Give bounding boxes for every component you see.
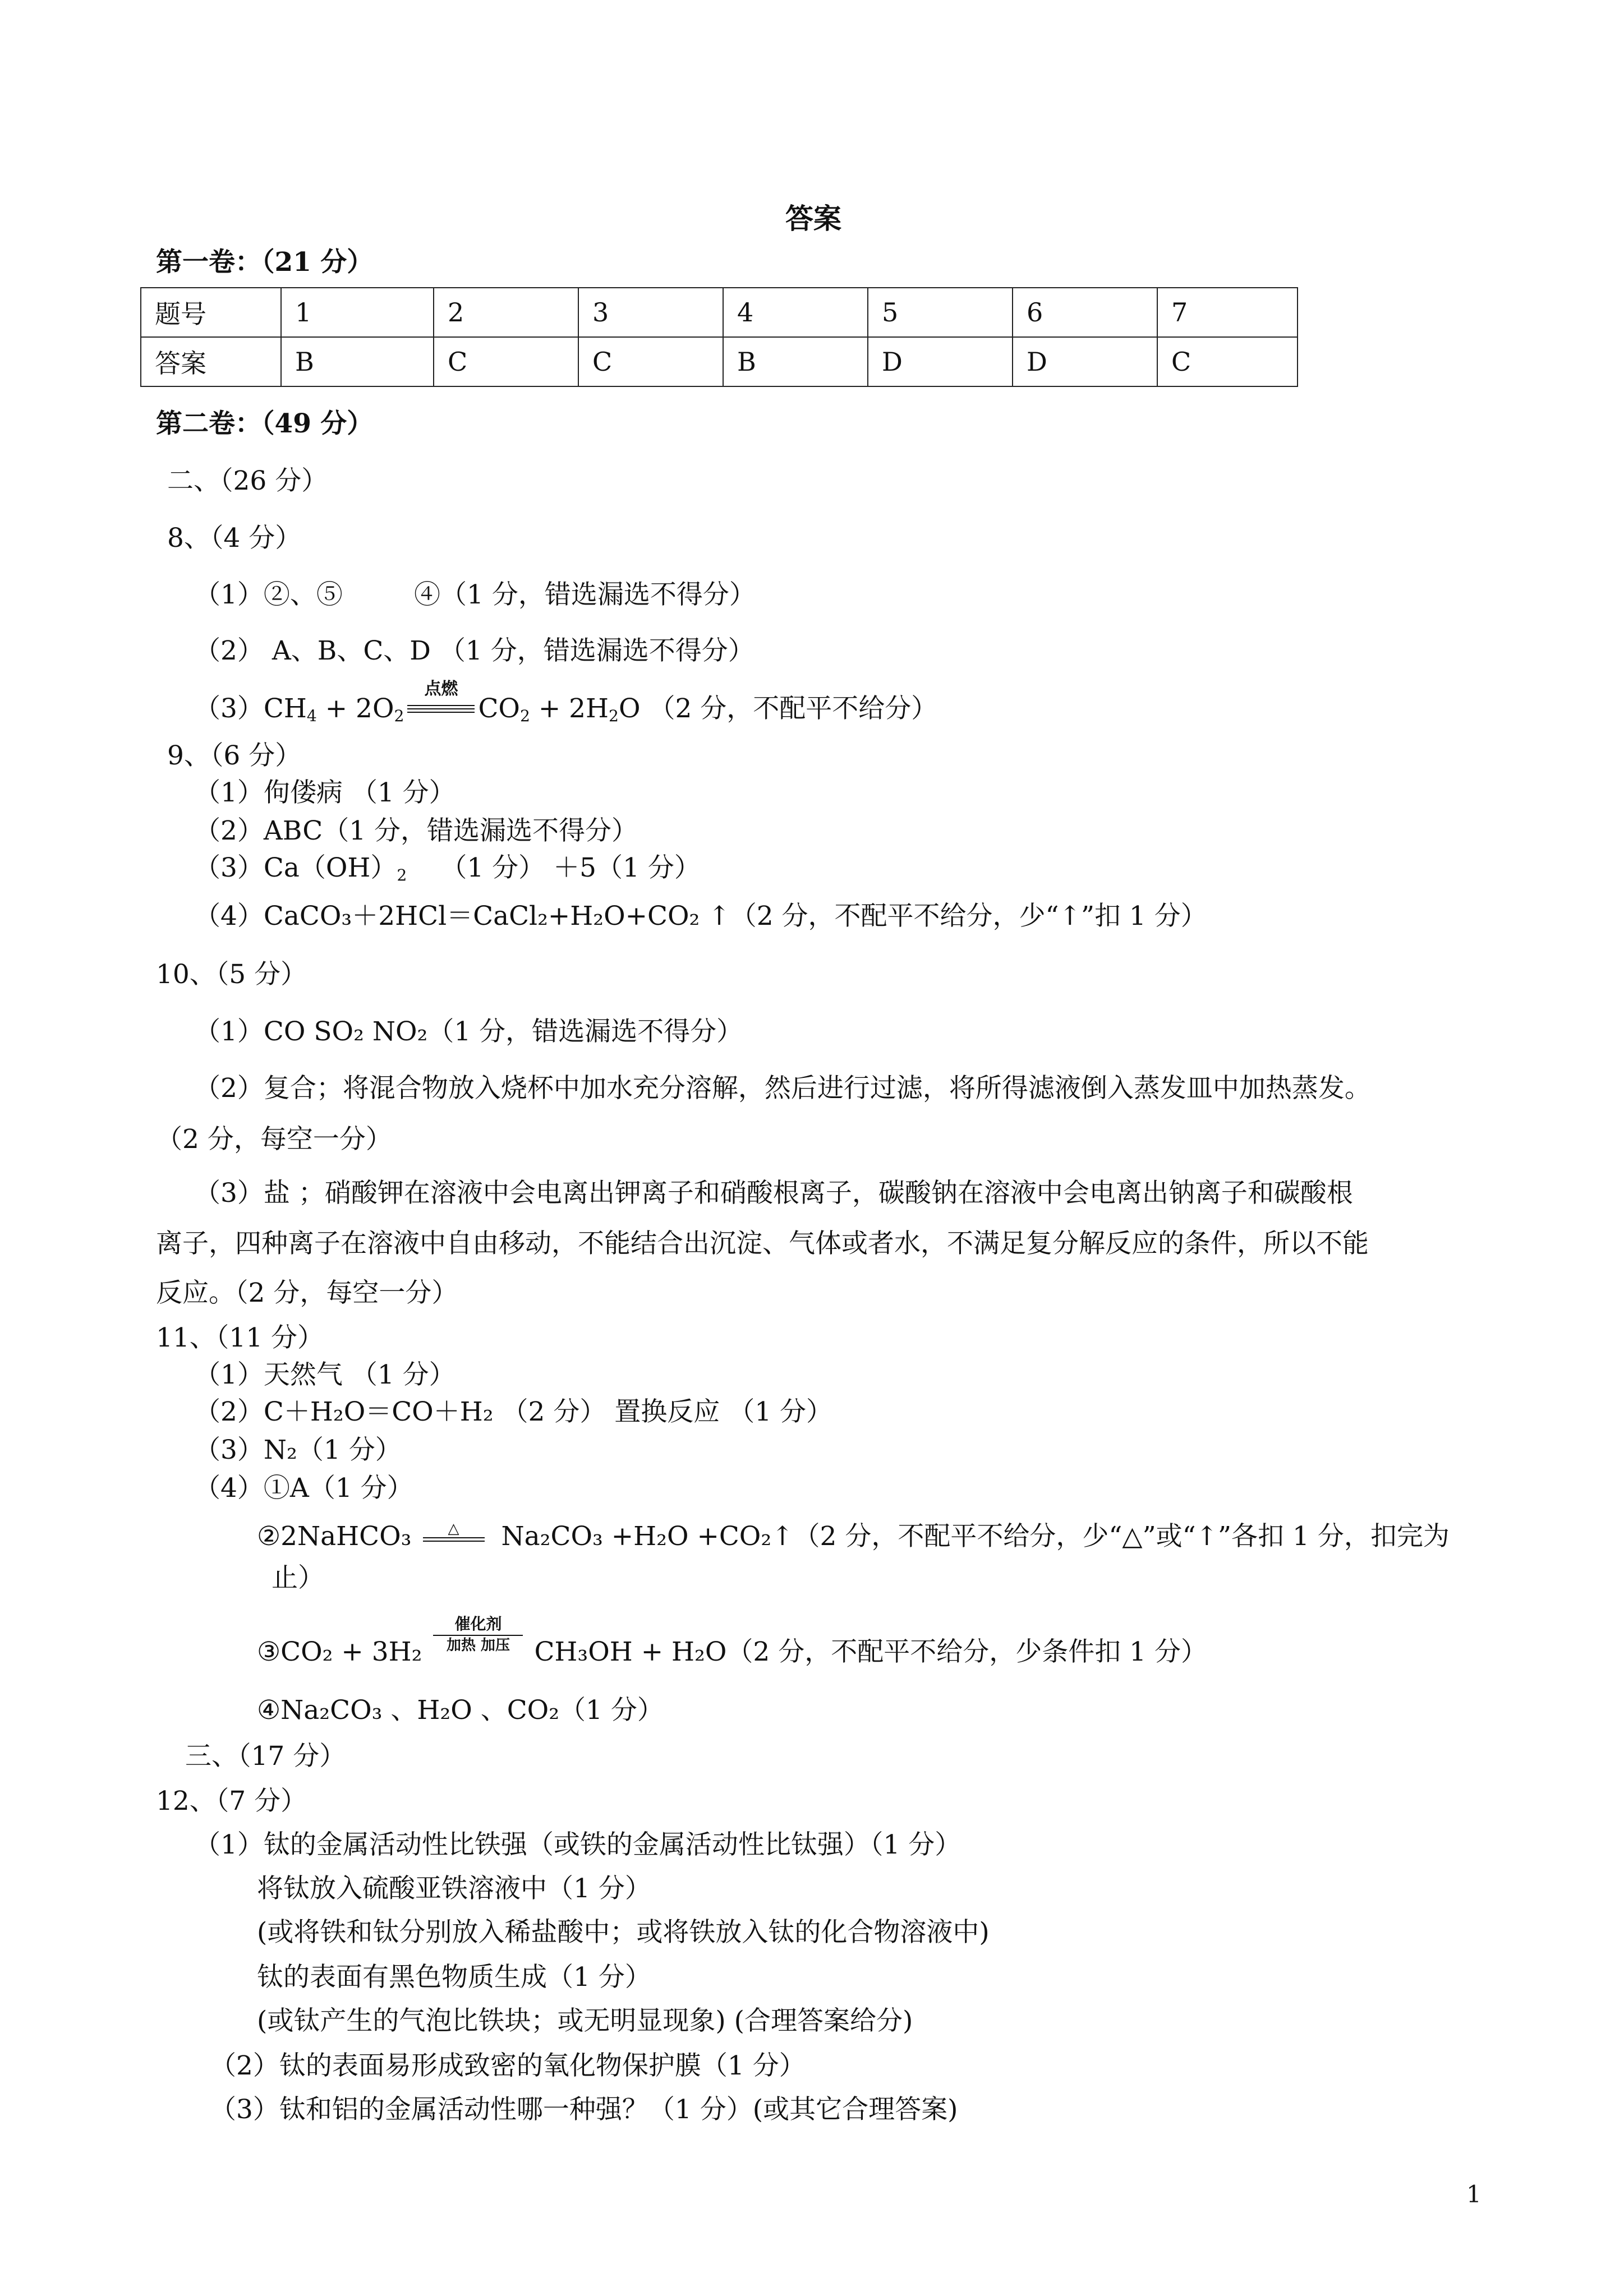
q8-eq-pre: （3）CH <box>194 693 307 724</box>
section-3-heading: 三、（17 分） <box>185 1741 346 1772</box>
table-cell: C <box>1157 337 1298 386</box>
table-cell: 4 <box>723 288 868 337</box>
q8-line-3 <box>194 679 938 726</box>
q8-eq-mid: + 2O <box>316 693 394 724</box>
q12-line-4: 钛的表面有黑色物质生成（1 分） <box>257 1962 651 1993</box>
table-cell: 6 <box>1013 288 1157 337</box>
table-cell: C <box>578 337 723 386</box>
page-title: 答案 <box>785 202 841 235</box>
table-cell: 2 <box>434 288 578 337</box>
q9-line-3b: 2 <box>397 866 407 885</box>
reaction-condition-bottom: 加热 加压 <box>446 1637 510 1654</box>
q8-eq-h: + 2H <box>530 693 609 724</box>
q9-line-3c: （1 分） ＋5（1 分） <box>440 852 701 883</box>
reaction-condition: △ <box>448 1520 459 1537</box>
q10-line-3a: （3）盐 ；硝酸钾在溶液中会电离出钾离子和硝酸根离子，碳酸钠在溶液中会电离出钠离子和碳酸根 <box>194 1178 1353 1209</box>
table-cell: 题号 <box>141 288 281 337</box>
part2-heading: 第二卷：（49 分） <box>156 408 374 439</box>
reaction-arrow-ignite <box>407 679 475 717</box>
q11-heading: 11、（11 分） <box>156 1322 324 1353</box>
table-cell: 1 <box>281 288 434 337</box>
q11-eq3-post: CH₃OH + H₂O（2 分，不配平不给分，少条件扣 1 分） <box>534 1636 1208 1667</box>
q11-line-6 <box>257 1615 1208 1668</box>
reaction-arrow-heat <box>423 1520 485 1545</box>
q10-line-3c: 反应。（2 分，每空一分） <box>156 1278 458 1308</box>
table-cell: 3 <box>578 288 723 337</box>
q10-line-2a: （2）复合；将混合物放入烧杯中加水充分溶解，然后进行过滤，将所得滤液倒入蒸发皿中加热蒸发。 <box>194 1073 1371 1104</box>
q11-line-7: ④Na₂CO₃ 、H₂O 、CO₂（1 分） <box>257 1695 664 1726</box>
reaction-condition: 点燃 <box>424 679 458 699</box>
q10-line-2b: （2 分，每空一分） <box>156 1124 392 1155</box>
q8-eq-sub: 2 <box>394 707 404 726</box>
q12-line-2: 将钛放入硫酸亚铁溶液中（1 分） <box>257 1873 651 1904</box>
q9-heading: 9、（6 分） <box>167 740 302 771</box>
q11-line-4: （4）①A（1 分） <box>194 1473 413 1504</box>
q11-eq2-post: Na₂CO₃ +H₂O +CO₂↑（2 分，不配平不给分，少“△”或“↑”各扣 1 分，扣完为 <box>501 1521 1450 1552</box>
page-number: 1 <box>1466 2180 1482 2208</box>
q12-line-3: (或将铁和钛分别放入稀盐酸中；或将铁放入钛的化合物溶液中) <box>257 1917 990 1948</box>
q12-heading: 12、（7 分） <box>156 1786 307 1816</box>
q12-line-6: （2）钛的表面易形成致密的氧化物保护膜（1 分） <box>210 2050 806 2081</box>
q8-eq-sub: 4 <box>306 707 317 726</box>
q11-eq3-pre: ③CO₂ + 3H₂ <box>257 1636 422 1667</box>
q8-eq-end: O （2 分，不配平不给分） <box>618 693 938 724</box>
q11-line-2: （2）C＋H₂O＝CO＋H₂ （2 分） 置换反应 （1 分） <box>194 1396 833 1427</box>
table-cell: B <box>723 337 868 386</box>
reaction-arrow-catalyst <box>433 1615 523 1661</box>
q11-eq2-pre: ②2NaHCO₃ <box>257 1521 412 1552</box>
table-row-answers <box>141 337 1298 386</box>
q9-line-1: （1）佝偻病 （1 分） <box>194 777 456 808</box>
q8-eq-sub: 2 <box>519 707 530 726</box>
q9-line-4: （4）CaCO₃＋2HCl＝CaCl₂+H₂O+CO₂ ↑（2 分，不配平不给分，少“↑”扣 1 分） <box>194 901 1207 932</box>
q11-line-1: （1）天然气 （1 分） <box>194 1359 456 1390</box>
q12-line-1: （1）钛的金属活动性比铁强（或铁的金属活动性比钛强）（1 分） <box>194 1829 961 1860</box>
table-cell: D <box>1013 337 1157 386</box>
table-cell: C <box>434 337 578 386</box>
q8-line-1b: ④（1 分，错选漏选不得分） <box>414 579 756 610</box>
table-cell: 7 <box>1157 288 1298 337</box>
table-cell: B <box>281 337 434 386</box>
q8-eq-sub: 2 <box>609 707 619 726</box>
table-cell: 5 <box>868 288 1013 337</box>
q9-line-3a: （3）Ca（OH） <box>194 852 397 883</box>
table-cell: 答案 <box>141 337 281 386</box>
q10-line-3b: 离子，四种离子在溶液中自由移动，不能结合出沉淀、气体或者水，不满足复分解反应的条件，所以不能 <box>156 1228 1369 1259</box>
table-row-header <box>141 288 1298 337</box>
answer-table <box>140 287 1298 387</box>
q8-line-2: （2） A、B、C、D （1 分，错选漏选不得分） <box>194 635 755 666</box>
q8-heading: 8、（4 分） <box>167 523 302 554</box>
q9-line-2: （2）ABC（1 分，错选漏选不得分） <box>194 815 638 846</box>
q11-line-3: （3）N₂（1 分） <box>194 1435 402 1465</box>
q10-line-1: （1）CO SO₂ NO₂（1 分，错选漏选不得分） <box>194 1016 743 1047</box>
q10-heading: 10、（5 分） <box>156 959 307 990</box>
q11-line-5b: 止） <box>272 1562 324 1593</box>
reaction-condition-top: 催化剂 <box>454 1615 502 1633</box>
q12-line-7: （3）钛和铝的金属活动性哪一种强？（1 分）(或其它合理答案) <box>210 2094 958 2125</box>
q9-line-3 <box>194 852 701 885</box>
section-2-heading: 二、（26 分） <box>167 465 328 496</box>
q12-line-5: (或钛产生的气泡比铁块；或无明显现象) (合理答案给分) <box>257 2005 913 2036</box>
q8-line-1a: （1）②、⑤ <box>194 579 343 610</box>
q8-eq-co: CO <box>478 693 520 724</box>
table-cell: D <box>868 337 1013 386</box>
q11-line-5 <box>257 1521 1450 1552</box>
part1-heading: 第一卷：（21 分） <box>156 247 374 278</box>
